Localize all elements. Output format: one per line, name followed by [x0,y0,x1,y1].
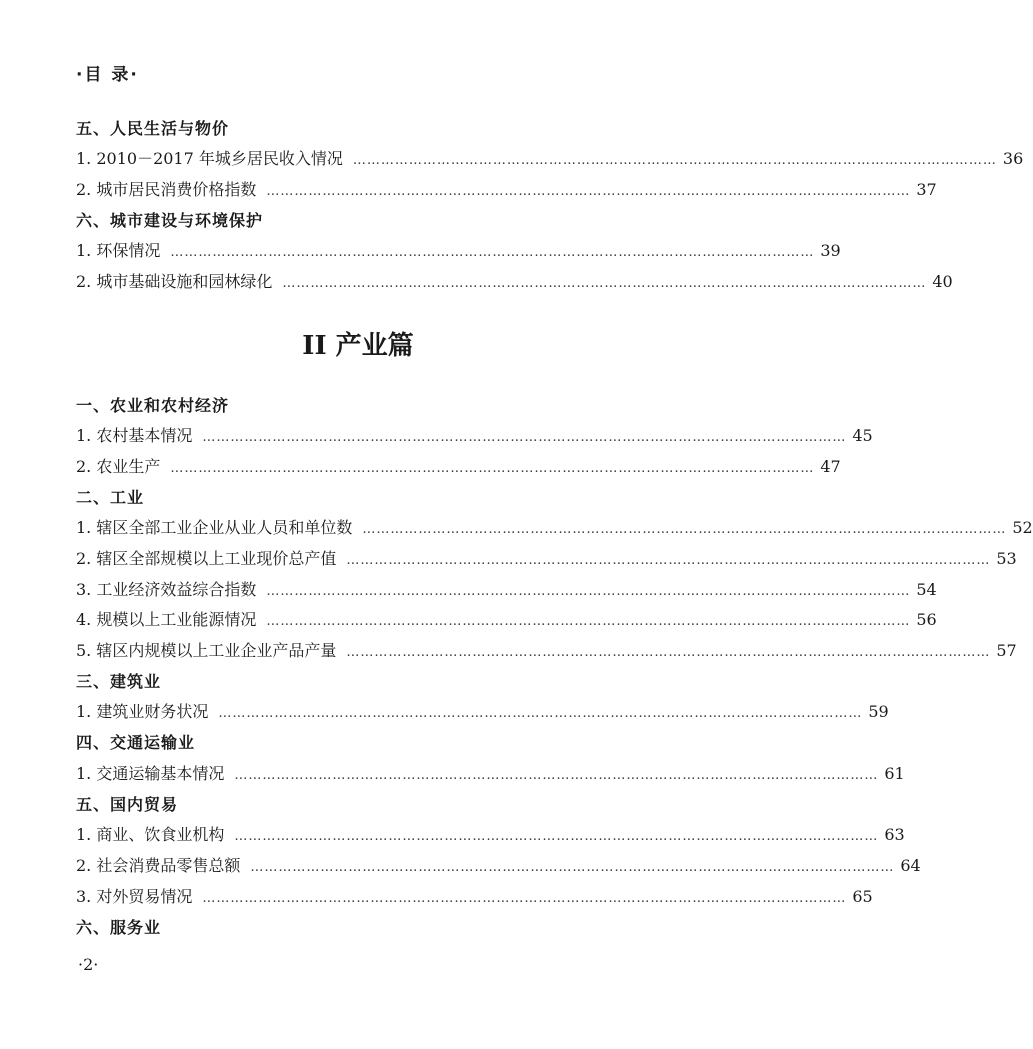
toc-entry-label: 1. 2010－2017 年城乡居民收入情况 [76,149,343,168]
toc-entry-label: 2. 农业生产 [76,457,161,476]
dot-leader: ………………………………………………………………………………………………………………………… [352,153,997,168]
dot-leader: ………………………………………………………………………………………………………………………… [282,276,927,291]
section-heading: 三、建筑业 [76,672,162,691]
toc-entry-page: 56 [916,610,937,629]
toc-entry[interactable] [76,515,1033,539]
toc-entry[interactable] [76,146,1024,170]
toc-entry[interactable] [76,454,841,478]
toc-entry-page: 39 [820,241,841,260]
toc-entry-page: 65 [852,887,873,906]
toc-entry-label: 1. 环保情况 [76,241,161,260]
dot-leader: ………………………………………………………………………………………………………………………… [202,430,847,445]
toc-entry[interactable] [76,699,889,723]
section-heading: 四、交通运输业 [76,733,196,752]
toc-entry-label: 2. 城市居民消费价格指数 [76,180,257,199]
toc-entry[interactable] [76,423,873,447]
dot-leader: ………………………………………………………………………………………………………………………… [266,584,911,599]
toc-entry-page: 57 [996,641,1017,660]
toc-entry-label: 3. 对外贸易情况 [76,887,193,906]
toc-entry-page: 40 [932,272,953,291]
dot-leader: ………………………………………………………………………………………………………………………… [234,829,879,844]
toc-entry-page: 61 [884,764,905,783]
dot-leader: ………………………………………………………………………………………………………………………… [234,768,879,783]
page-number: ·2· [78,955,99,974]
toc-entry-page: 36 [1002,149,1024,168]
section-heading: 五、人民生活与物价 [76,119,230,138]
toc-entry-label: 2. 城市基础设施和园林绿化 [76,272,273,291]
toc-entry[interactable] [76,853,921,877]
toc-entry-page: 37 [916,180,937,199]
toc-entry-page: 45 [852,426,873,445]
toc-entry[interactable] [76,546,1017,570]
toc-entry-label: 3. 工业经济效益综合指数 [76,580,257,599]
dot-leader: ………………………………………………………………………………………………………………………… [266,184,911,199]
toc-entry[interactable] [76,577,937,601]
section-heading: 一、农业和农村经济 [76,396,230,415]
dot-leader: ………………………………………………………………………………………………………………………… [170,245,815,260]
toc-entry[interactable] [76,638,1017,662]
toc-entry-page: 54 [916,580,937,599]
toc-entry[interactable] [76,822,905,846]
dot-leader: ………………………………………………………………………………………………………………………… [250,860,895,875]
toc-entry-page: 63 [884,825,905,844]
toc-entry-label: 1. 农村基本情况 [76,426,193,445]
toc-entry[interactable] [76,177,937,201]
part-title: II 产业篇 [302,331,414,361]
toc-entry-label: 4. 规模以上工业能源情况 [76,610,257,629]
toc-entry-label: 1. 建筑业财务状况 [76,702,209,721]
toc-entry-label: 5. 辖区内规模以上工业企业产品产量 [76,641,337,660]
toc-entry[interactable] [76,269,953,293]
toc-entry-label: 2. 辖区全部规模以上工业现价总产值 [76,549,337,568]
section-heading: 六、城市建设与环境保护 [76,211,264,230]
dot-leader: ………………………………………………………………………………………………………………………… [266,614,911,629]
dot-leader: ………………………………………………………………………………………………………………………… [362,522,1007,537]
toc-entry-page: 47 [820,457,841,476]
toc-entry-label: 1. 辖区全部工业企业从业人员和单位数 [76,518,353,537]
dot-leader: ………………………………………………………………………………………………………………………… [202,891,847,906]
section-heading: 五、国内贸易 [76,795,179,814]
toc-entry[interactable] [76,761,905,785]
toc-entry-page: 59 [868,702,889,721]
toc-entry-page: 52 [1012,518,1033,537]
toc-entry[interactable] [76,884,873,908]
toc-entry-label: 1. 交通运输基本情况 [76,764,225,783]
dot-leader: ………………………………………………………………………………………………………………………… [346,553,991,568]
toc-entry-page: 53 [996,549,1017,568]
section-heading: 二、工业 [76,488,145,507]
dot-leader: ………………………………………………………………………………………………………………………… [218,706,863,721]
toc-entry-label: 1. 商业、饮食业机构 [76,825,225,844]
dot-leader: ………………………………………………………………………………………………………………………… [346,645,991,660]
dot-leader: ………………………………………………………………………………………………………………………… [170,461,815,476]
toc-entry-label: 2. 社会消费品零售总额 [76,856,241,875]
page-header: ·目 录· [76,65,139,85]
toc-entry[interactable] [76,238,841,262]
toc-entry-page: 64 [900,856,921,875]
toc-entry[interactable] [76,607,937,631]
section-heading: 六、服务业 [76,918,162,937]
